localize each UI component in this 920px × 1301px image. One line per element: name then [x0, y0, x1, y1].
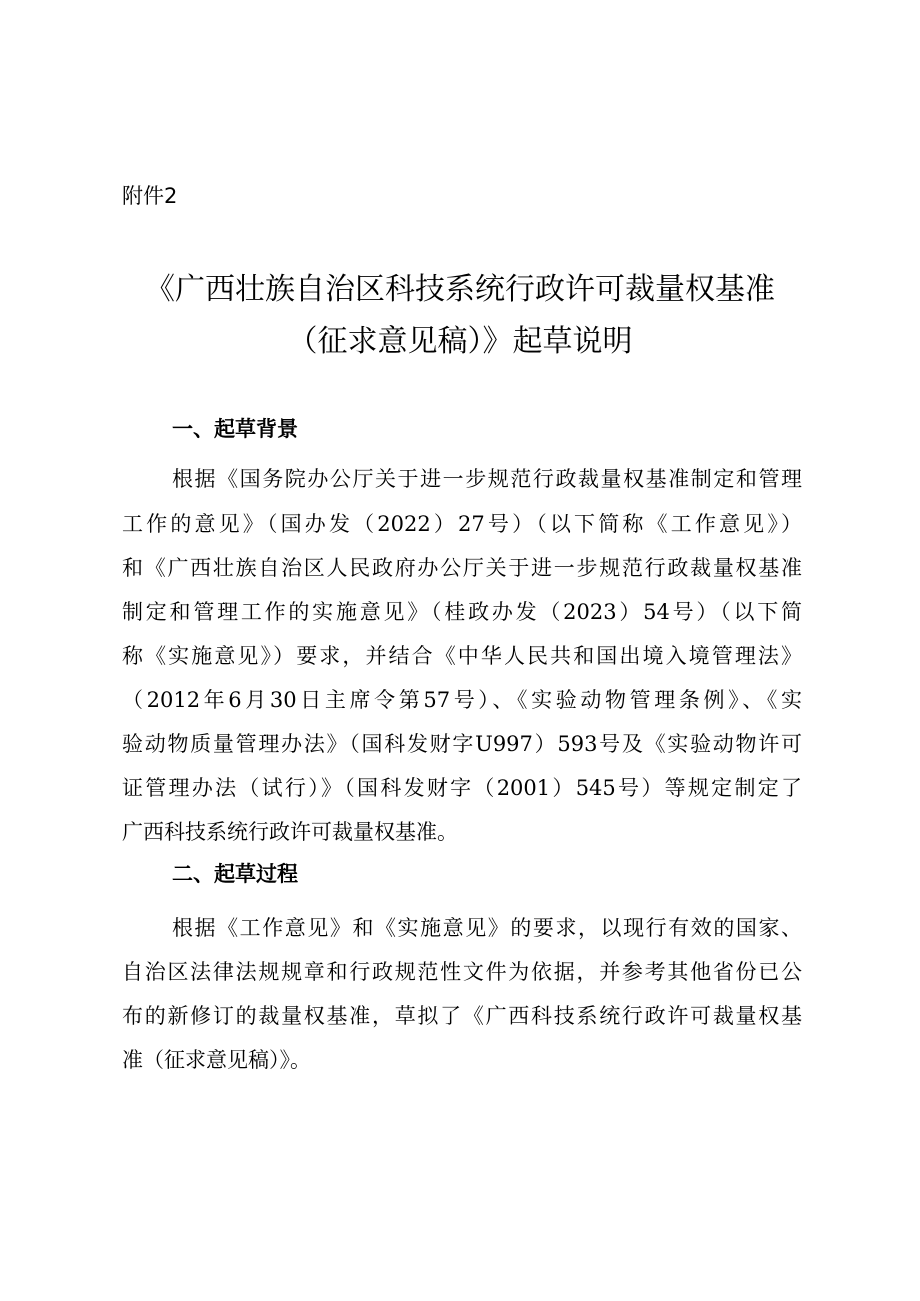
paragraph-line: 广西科技系统行政许可裁量权基准。 [122, 820, 458, 844]
section-heading-process: 二、起草过程 [172, 862, 298, 886]
paragraph-line: （2012年6月30日主席令第57号）、《实验动物管理条例》、《实 [122, 688, 802, 712]
paragraph-line: 布的新修订的裁量权基准，草拟了《广西科技系统行政许可裁量权基 [122, 1004, 802, 1028]
attachment-label: 附件2 [122, 184, 178, 208]
paragraph-line: 证管理办法（试行）》（国科发财字（2001）545号）等规定制定了 [122, 776, 802, 800]
paragraph-line: 制定和管理工作的实施意见》（桂政办发（2023）54号）（以下简 [122, 600, 802, 624]
paragraph-line: 根据《国务院办公厅关于进一步规范行政裁量权基准制定和管理 [172, 467, 802, 491]
paragraph-line: 验动物质量管理办法》（国科发财字U997）593号及《实验动物许可 [122, 732, 802, 756]
paragraph-line: 称《实施意见》）要求，并结合《中华人民共和国出境入境管理法》 [122, 644, 802, 668]
section-heading-background: 一、起草背景 [172, 417, 298, 441]
paragraph-line: 根据《工作意见》和《实施意见》的要求，以现行有效的国家、 [172, 916, 802, 940]
paragraph-line: 工作的意见》（国办发（2022）27号）（以下简称《工作意见》） [122, 512, 802, 536]
document-title-line-1: 《广西壮族自治区科技系统行政许可裁量权基准 [145, 272, 775, 307]
paragraph-line: 和《广西壮族自治区人民政府办公厅关于进一步规范行政裁量权基准 [122, 556, 802, 580]
paragraph-line: 准（征求意见稿）》。 [122, 1048, 311, 1072]
document-title-line-2: （征求意见稿）》起草说明 [287, 324, 633, 359]
paragraph-line: 自治区法律法规规章和行政规范性文件为依据，并参考其他省份已公 [122, 960, 802, 984]
